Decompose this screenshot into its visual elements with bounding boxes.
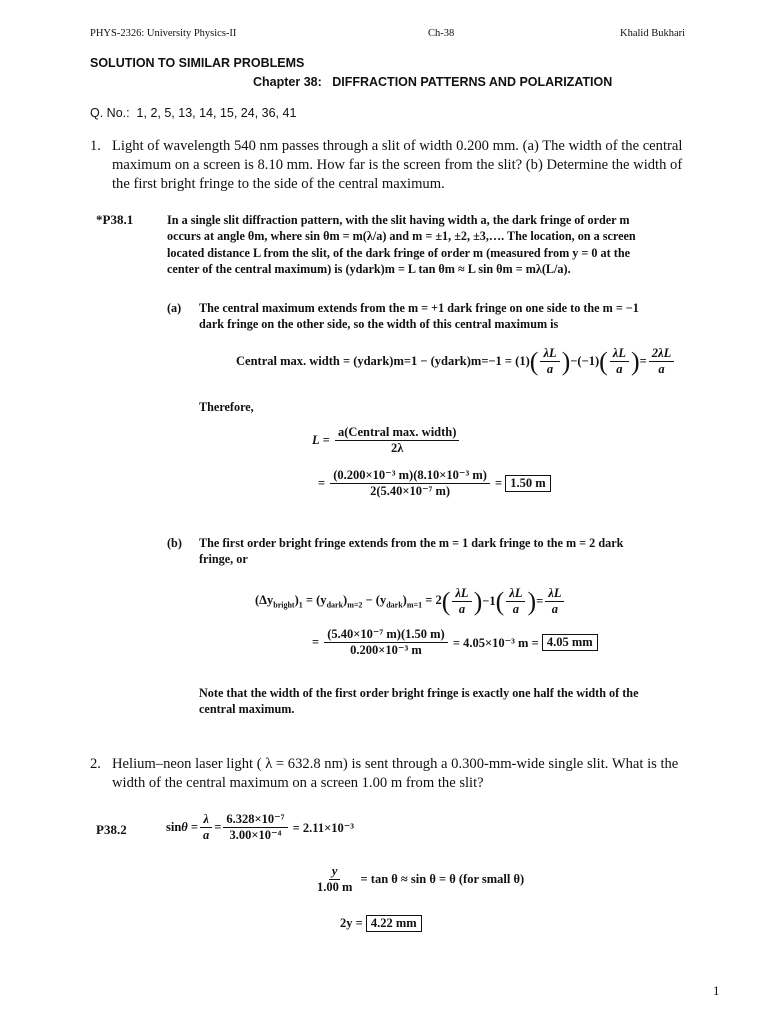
title-chapter bbox=[253, 75, 612, 89]
part-a-text1: The central maximum extends from the m = +1 dark fringe on one side to the m = −1 bbox=[199, 301, 639, 315]
L-denominator: 2λ bbox=[391, 441, 404, 455]
q2-number: 2. bbox=[90, 756, 101, 772]
p381-intro3: located distance L from the slit, of the dark fringe of order m (measured from y = 0 at the bbox=[167, 245, 631, 260]
note-line1: Note that the width of the first order bright fringe is exactly one half the width of the bbox=[199, 686, 639, 700]
y-equation: $\frac{y}{1.00 m}$ = tan θ ≈ sin θ = θ (for small θ) bbox=[312, 864, 524, 895]
central-max-lhs: Central max. width = (ydark)m=1 − (ydark)m=−1 = (1) bbox=[236, 354, 530, 368]
L-denominator-values: 2(5.40×10⁻⁷ m) bbox=[370, 484, 451, 498]
central-max-equation: Central max. width = (ydark)m=1 − (ydark)m=−1 = (1) ( $\frac{\lambda L}{a}$ ) −(−1) ( $\frac{\lambda L}{a}$ ) = $\frac{2\lambda L}{a}$ bbox=[236, 346, 676, 377]
two-y-label: 2y = bbox=[340, 916, 363, 930]
p382-num1: 6.328×10⁻⁷ bbox=[223, 812, 287, 828]
sin-theta-equation: sinθ = $\frac{\lambda}{a}$ = $\frac{\text{6.328×10⁻⁷}}{\text{3.00×10⁻⁴}}$ = 2.11×10⁻³ bbox=[166, 812, 355, 842]
part-a-text bbox=[199, 300, 679, 333]
p381-intro2: occurs at angle θm, where sin θm = m(λ/a) and m = ±1, ±2, ±3,…. The location, on a screen bbox=[167, 229, 636, 244]
bright-fringe-values: = $\frac{\text{(5.40×10⁻⁷ m)(1.50 m)}}{\text{0.200×10⁻³ m}}$ = 4.05×10⁻³ m = 4.05 mm bbox=[312, 627, 598, 658]
L-numerator: a(Central max. width) bbox=[335, 425, 459, 441]
L-answer-box: 1.50 m bbox=[505, 475, 550, 492]
note-line2: central maximum. bbox=[199, 702, 295, 717]
q2-text bbox=[112, 755, 712, 793]
p382-den1: 3.00×10⁻⁴ bbox=[229, 828, 282, 842]
L-equation-1: L = $\frac{\text{a(Central max. width)}}{2\lambda}$ bbox=[312, 425, 461, 456]
q1-text bbox=[112, 137, 712, 194]
bright-fringe-equation: $(\Delta y_{bright})_1 = (y_{dark})_{m=2} - (y_{dark})_{m=1} = 2$ ( $\frac{\lambda L}{a}$ ) −1 ( $\frac{\lambda L}{a}$ ) = $\frac{\lambda L}{a}$ bbox=[255, 586, 566, 617]
q1-number: 1. bbox=[90, 138, 101, 154]
part-b-text2: fringe, or bbox=[199, 552, 248, 567]
p382-result1: = 2.11×10⁻³ bbox=[292, 820, 355, 835]
q1-line2: maximum on a screen is 8.10 mm. How far is the screen from the slit? (b) Determine the width of bbox=[112, 157, 683, 173]
p381-intro bbox=[167, 212, 687, 278]
part-b-text bbox=[199, 535, 679, 568]
header-author: Khalid Bukhari bbox=[620, 28, 686, 39]
b-denominator-values: 0.200×10⁻³ m bbox=[350, 643, 422, 657]
header-course: PHYS-2326: University Physics-II bbox=[90, 28, 237, 39]
question-list bbox=[90, 106, 296, 120]
b-mid: = 4.05×10⁻³ m = bbox=[452, 635, 539, 650]
y-denominator: 1.00 m bbox=[317, 880, 353, 894]
page-number: 1 bbox=[713, 983, 720, 998]
note-text bbox=[199, 685, 679, 718]
p381-intro1: In a single slit diffraction pattern, with the slit having width a, the dark fringe of order m bbox=[167, 213, 630, 227]
q1-line3: the first bright fringe to the side of the central maximum. bbox=[112, 176, 445, 192]
header-chapter: Ch-38 bbox=[428, 28, 455, 39]
p381-intro4: center of the central maximum) is (ydark)m = L tan θm ≈ L sin θm = mλ(L/a). bbox=[167, 262, 571, 277]
q2-line2: width of the central maximum on a screen 1.00 m from the slit? bbox=[112, 775, 484, 791]
L-numerator-values: (0.200×10⁻³ m)(8.10×10⁻³ m) bbox=[330, 468, 490, 484]
title-line1: SOLUTION TO SIMILAR PROBLEMS bbox=[90, 56, 305, 70]
part-a-text2: dark fringe on the other side, so the width of this central maximum is bbox=[199, 317, 559, 332]
part-a-label: (a) bbox=[167, 301, 182, 315]
part-b-text1: The first order bright fringe extends from the m = 1 dark fringe to the m = 2 dark bbox=[199, 536, 624, 550]
b-answer-box: 4.05 mm bbox=[542, 634, 598, 651]
qno-label: Q. No.: bbox=[90, 106, 130, 120]
q2-line1: Helium–neon laser light ( λ = 632.8 nm) is sent through a 0.300-mm-wide single slit. What is the bbox=[112, 756, 679, 772]
p382-label: P38.2 bbox=[96, 822, 127, 837]
y-rhs: = tan θ ≈ sin θ = θ (for small θ) bbox=[360, 872, 525, 886]
part-b-label: (b) bbox=[167, 536, 182, 550]
L-equation-2: = $\frac{\text{(0.200×10⁻³ m)(8.10×10⁻³ m)}}{\text{2(5.40×10⁻⁷ m)}}$ = 1.50 m bbox=[318, 468, 551, 499]
b-numerator-values: (5.40×10⁻⁷ m)(1.50 m) bbox=[324, 627, 447, 643]
p382-answer-box: 4.22 mm bbox=[366, 915, 422, 932]
q1-line1: Light of wavelength 540 nm passes through a slit of width 0.200 mm. (a) The width of the central bbox=[112, 138, 683, 154]
therefore-text: Therefore, bbox=[199, 400, 254, 414]
chapter-prefix: Chapter 38: bbox=[253, 75, 322, 89]
chapter-title: DIFFRACTION PATTERNS AND POLARIZATION bbox=[332, 75, 613, 89]
two-y-equation bbox=[340, 915, 422, 932]
qno-list: 1, 2, 5, 13, 14, 15, 24, 36, 41 bbox=[136, 106, 297, 120]
p381-label: *P38.1 bbox=[96, 212, 134, 227]
